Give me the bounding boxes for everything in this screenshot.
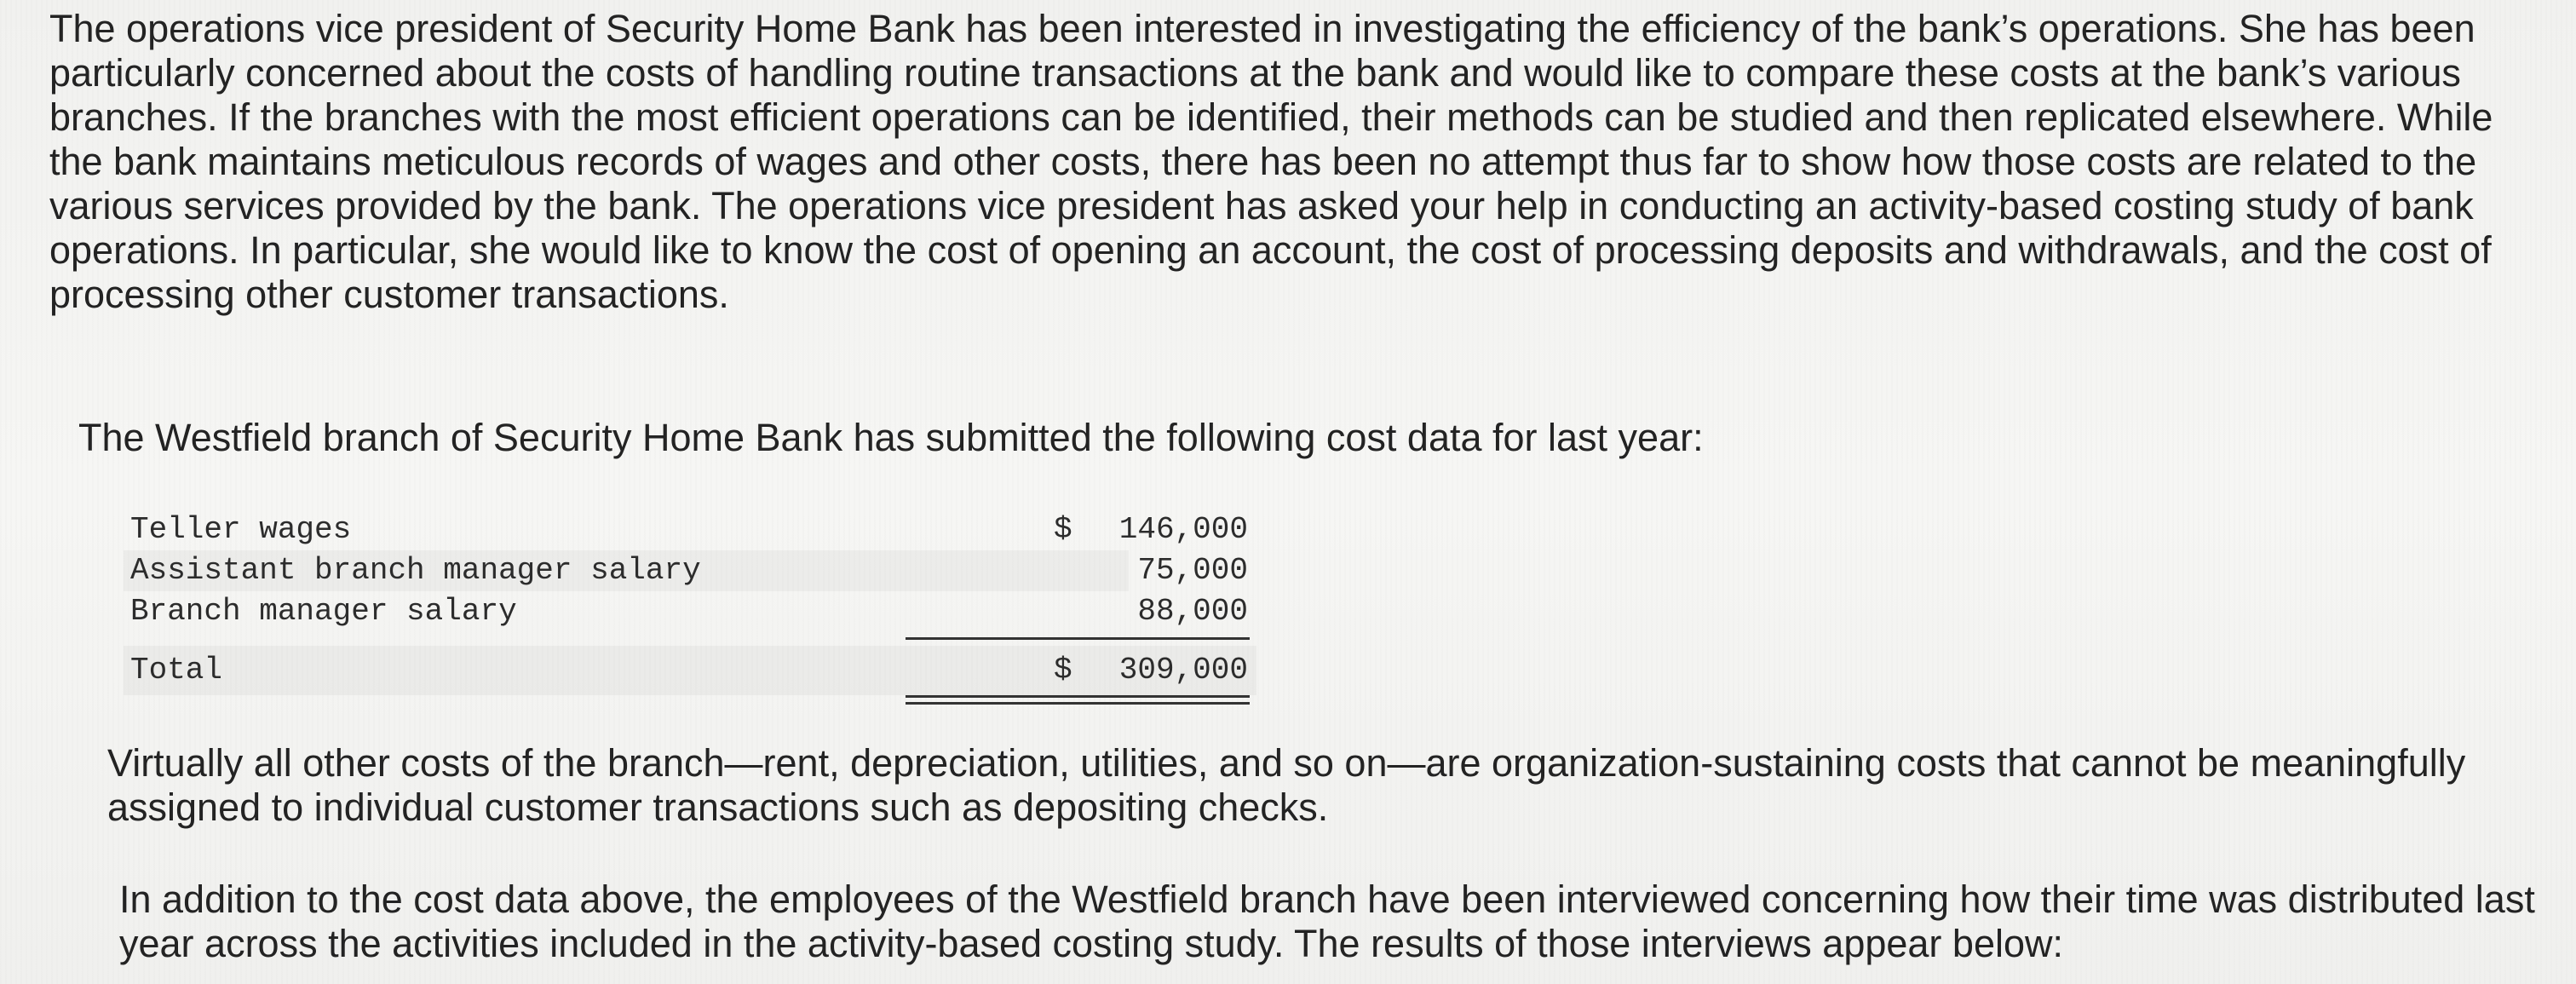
dollar-sign: $ <box>1054 512 1072 547</box>
interviews-paragraph: In addition to the cost data above, the employees of the Westfield branch have been interviewed concerning how their time was distributed last year across the activities included in the activity-based costing study. The results of those interviews appear below: <box>119 878 2535 965</box>
total-label: Total <box>130 653 223 688</box>
cost-label: Assistant branch manager salary <box>130 553 701 588</box>
cost-amount: 75,000 <box>1137 553 1248 588</box>
intro-paragraph: The operations vice president of Security Home Bank has been interested in investigating the efficiency of the bank’s operations. She has been particularly concerned about the costs of handling routine transactions at the bank and would like to compare these costs at the bank’s various branches. If the branches with the most efficient operations can be identified, their methods can be studied and then replicated elsewhere. While the bank maintains meticulous records of wages and other costs, there has been no attempt thus far to show how those costs are related to the various services provided by the bank. The operations vice president has asked your help in conducting an activity-based costing study of bank operations. In particular, she would like to know the cost of opening an account, the cost of processing deposits and withdrawals, and the cost of processing other customer transactions. <box>49 7 2493 316</box>
cost-label: Branch manager salary <box>130 594 517 629</box>
table-row <box>124 550 1248 591</box>
cost-data-table <box>124 509 1248 688</box>
other-costs-paragraph: Virtually all other costs of the branch—rent, depreciation, utilities, and so on—are organization-sustaining costs that cannot be meaningfully assigned to individual customer transactions such as depositing checks. <box>107 741 2466 829</box>
subtotal-rule <box>906 637 1250 640</box>
total-row <box>124 646 1256 695</box>
cost-amount: 88,000 <box>1137 594 1248 629</box>
cost-amount: 146,000 <box>1118 512 1248 547</box>
dollar-sign: $ <box>1054 653 1072 688</box>
cost-label: Teller wages <box>130 512 352 547</box>
table-row <box>124 591 1248 632</box>
total-amount: 309,000 <box>1118 653 1248 688</box>
total-double-rule <box>906 695 1250 705</box>
westfield-paragraph: The Westfield branch of Security Home Bank has submitted the following cost data for last year: <box>78 416 1704 459</box>
table-row <box>124 509 1248 550</box>
